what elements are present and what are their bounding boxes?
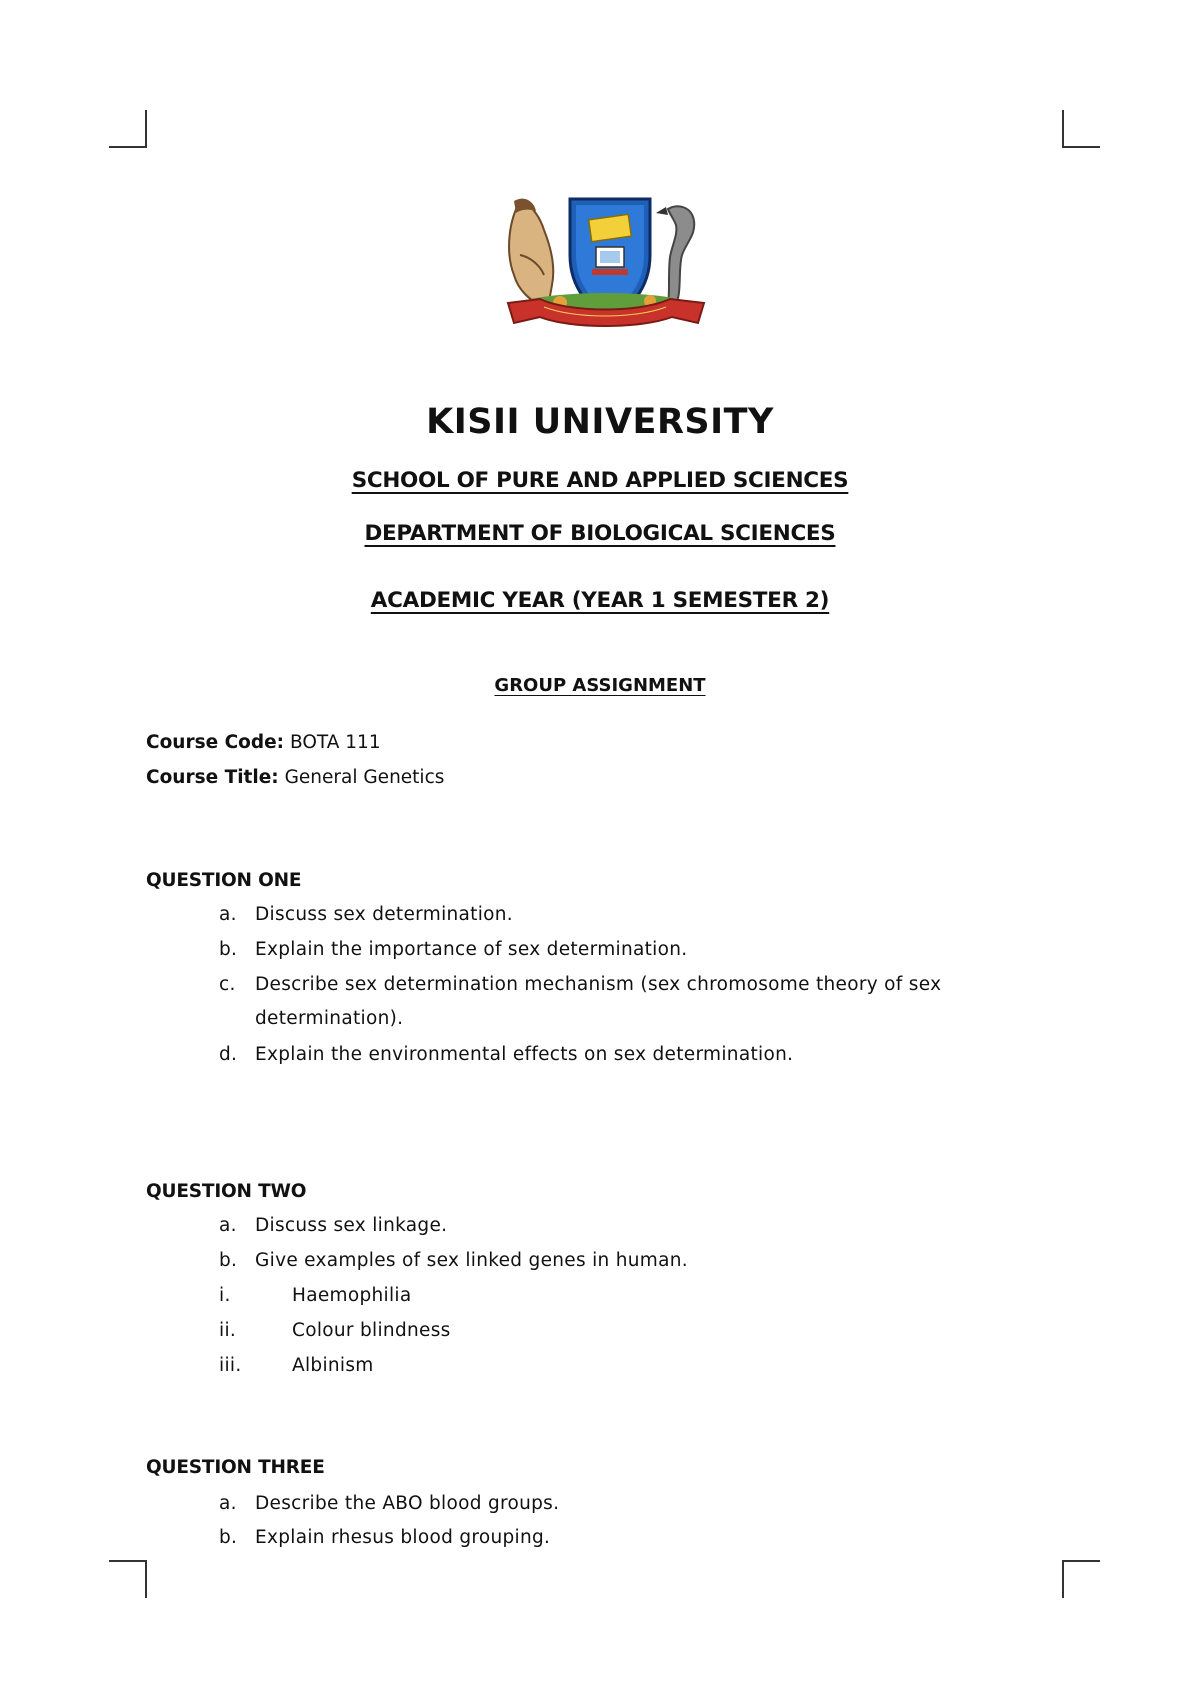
crop-mark-top-left <box>109 110 147 148</box>
crop-mark-top-right <box>1062 110 1100 148</box>
course-code-label: Course Code: <box>146 732 285 753</box>
item-label: d. <box>219 1044 238 1065</box>
item-label: a. <box>219 904 237 925</box>
question-subitem <box>219 1314 1069 1348</box>
question-one-heading: QUESTION ONE <box>146 870 302 891</box>
university-crest-logo <box>500 195 710 335</box>
school-name: SCHOOL OF PURE AND APPLIED SCIENCES <box>351 468 849 493</box>
university-name: KISII UNIVERSITY <box>426 402 774 442</box>
course-title-value: General Genetics <box>284 767 445 788</box>
course-title-label: Course Title: <box>146 767 279 788</box>
item-text: Discuss sex determination. <box>255 904 513 925</box>
question-item <box>219 1487 1069 1521</box>
crop-mark-bottom-right <box>1062 1560 1100 1598</box>
course-code-value: BOTA 111 <box>289 732 381 753</box>
item-text: Give examples of sex linked genes in human. <box>255 1250 688 1271</box>
question-two-heading: QUESTION TWO <box>146 1181 307 1202</box>
item-text: Explain rhesus blood grouping. <box>255 1527 551 1548</box>
item-text: Discuss sex linkage. <box>255 1215 448 1236</box>
academic-year: ACADEMIC YEAR (YEAR 1 SEMESTER 2) <box>370 588 830 613</box>
item-label: iii. <box>219 1355 242 1376</box>
assignment-title: GROUP ASSIGNMENT <box>494 675 706 696</box>
item-text: Explain the environmental effects on sex determination. <box>255 1044 794 1065</box>
item-label: ii. <box>219 1320 237 1341</box>
item-label: b. <box>219 1527 238 1548</box>
item-text: Describe the ABO blood groups. <box>255 1493 560 1514</box>
item-label: a. <box>219 1493 237 1514</box>
crop-mark-bottom-left <box>109 1560 147 1598</box>
item-text: Albinism <box>292 1355 374 1376</box>
department-name: DEPARTMENT OF BIOLOGICAL SCIENCES <box>364 521 836 546</box>
item-label: b. <box>219 1250 238 1271</box>
question-three-heading: QUESTION THREE <box>146 1457 325 1478</box>
question-subitem <box>219 1349 1069 1383</box>
item-label: a. <box>219 1215 237 1236</box>
question-subitem <box>219 1279 1069 1313</box>
question-item <box>219 933 1069 967</box>
item-label: b. <box>219 939 238 960</box>
course-code <box>146 732 381 753</box>
question-item <box>219 1244 1069 1278</box>
item-label: i. <box>219 1285 231 1306</box>
item-text: Colour blindness <box>292 1320 451 1341</box>
item-text: Explain the importance of sex determination. <box>255 939 688 960</box>
item-text: Describe sex determination mechanism (sex chromosome theory of sex determination). <box>255 974 942 1029</box>
question-item <box>219 968 1069 1036</box>
question-item <box>219 1038 1069 1072</box>
question-item <box>219 1209 1069 1243</box>
question-item <box>219 898 1069 932</box>
item-label: c. <box>219 974 236 995</box>
course-title <box>146 767 444 788</box>
item-text: Haemophilia <box>292 1285 412 1306</box>
question-item <box>219 1521 1069 1555</box>
